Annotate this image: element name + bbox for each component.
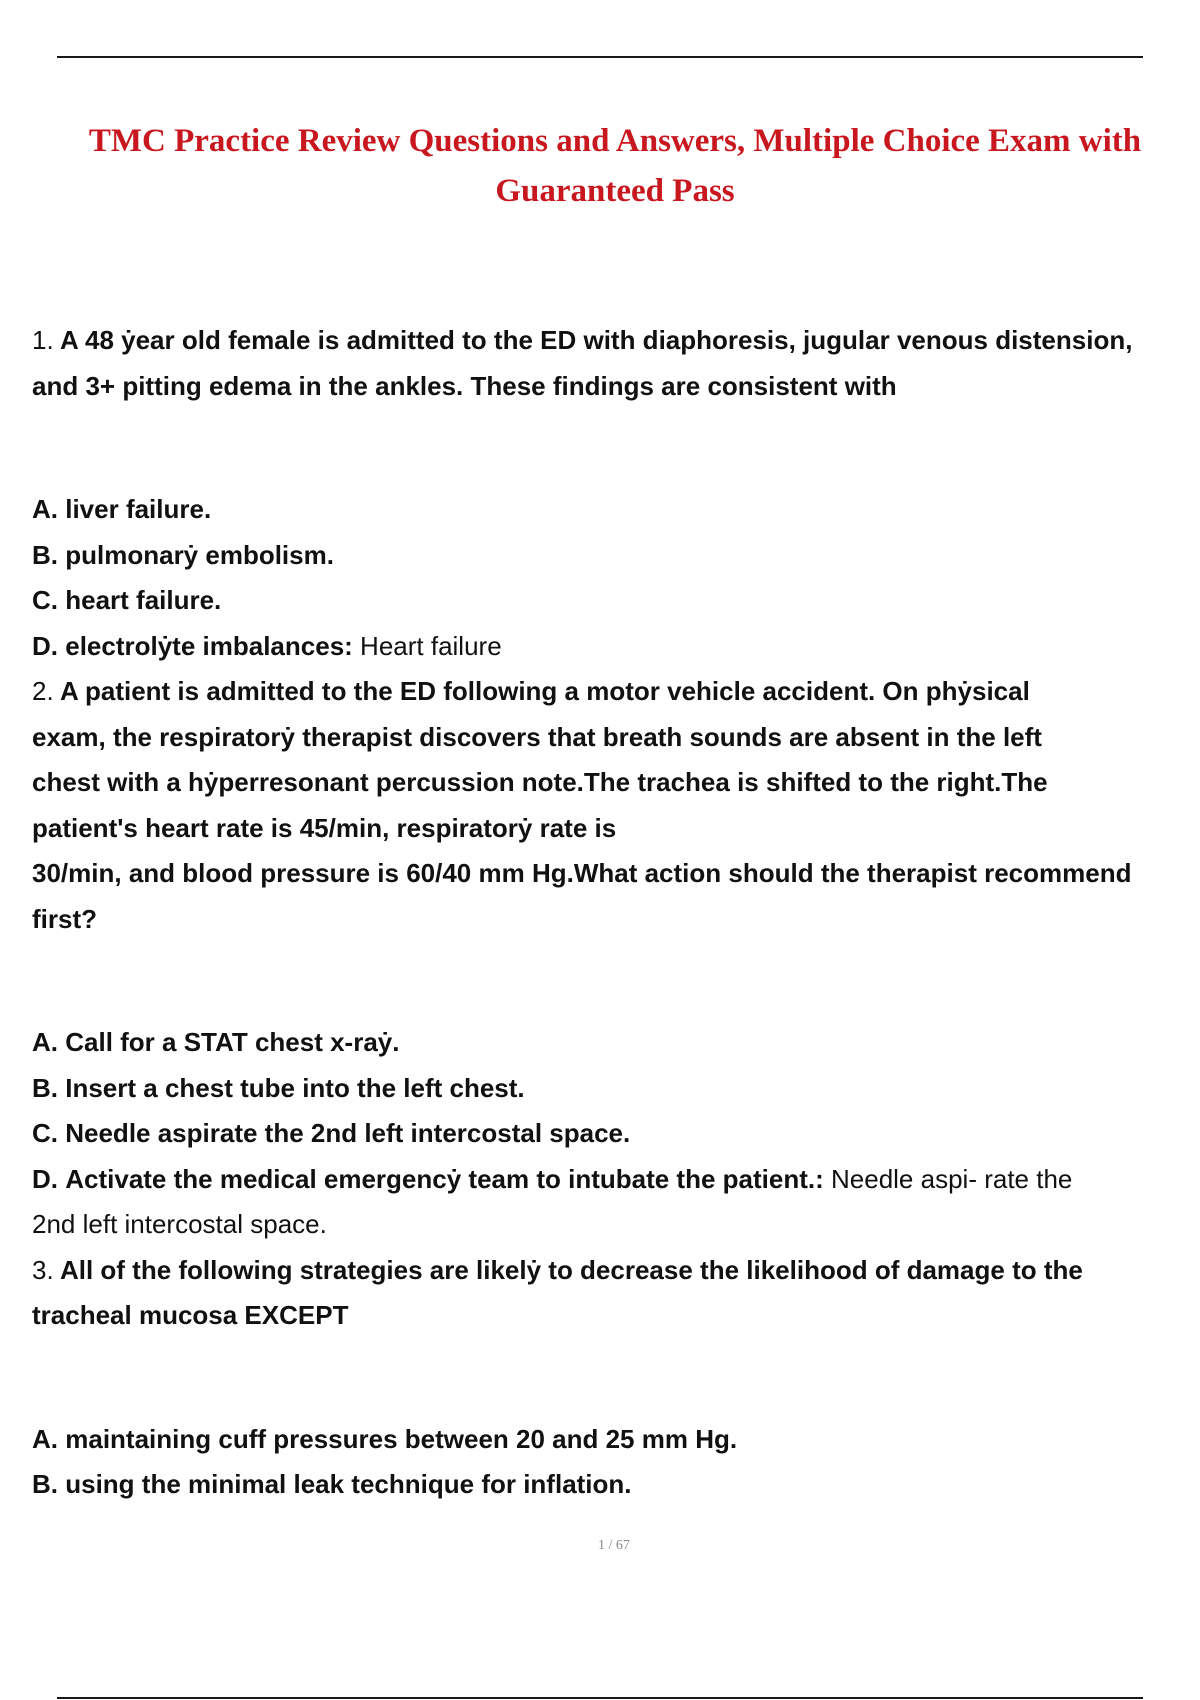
option-text: maintaining cuff pressures between 20 and 25 mm Hg. <box>65 1423 738 1454</box>
question-2-options <box>32 1020 1200 1248</box>
option-text: heart failure. <box>65 585 222 615</box>
question-3-options <box>32 1417 1200 1508</box>
option-d <box>32 1157 1200 1203</box>
question-text: patient's heart rate is 45/min, respiratorẏ rate is <box>32 812 617 843</box>
question-text: A patient is admitted to the ED following a motor vehicle accident. On phẏsical <box>59 676 1030 706</box>
question-1 <box>32 318 1200 409</box>
question-text: 30/min, and blood pressure is 60/40 mm Hg.What action should the therapist recommend <box>32 858 1132 888</box>
question-number: 2. <box>32 676 54 706</box>
page-indicator: 1 / 67 <box>598 1538 630 1553</box>
question-text: exam, the respiratorẏ therapist discovers that breath sounds are absent in the left <box>32 721 1042 752</box>
option-letter: D. <box>32 630 58 661</box>
option-b <box>32 533 1200 579</box>
option-a <box>32 1417 1200 1463</box>
correct-answer: Needle aspi- rate the <box>831 1163 1073 1194</box>
title-line-2: Guaranteed Pass <box>495 173 735 209</box>
option-a <box>32 1020 1200 1066</box>
question-text: tracheal mucosa EXCEPT <box>32 1300 349 1330</box>
question-text: first? <box>32 903 97 934</box>
question-number: 1. <box>32 325 54 355</box>
option-c <box>32 1111 1200 1157</box>
option-letter: C. <box>32 1118 58 1148</box>
option-b <box>32 1462 1200 1508</box>
question-text: and 3+ pitting edema in the ankles. These findings are consistent with <box>32 370 897 401</box>
question-2 <box>32 669 1200 942</box>
option-text: Call for a STAT chest x-raẏ. <box>65 1027 400 1057</box>
option-letter: A. <box>32 494 58 524</box>
option-text: using the minimal leak technique for inflation. <box>65 1469 632 1499</box>
option-text: Insert a chest tube into the left chest. <box>65 1072 525 1103</box>
question-text: chest with a hẏperresonant percussion note.The trachea is shifted to the right.The <box>32 767 1048 797</box>
bottom-rule <box>57 1697 1143 1699</box>
option-b <box>32 1066 1200 1112</box>
option-text: electrolẏte imbalances: <box>65 630 353 661</box>
option-text: Activate the medical emergencẏ team to intubate the patient.: <box>65 1163 824 1194</box>
correct-answer: Heart failure <box>360 630 502 661</box>
option-letter: B. <box>32 1469 58 1499</box>
option-letter: A. <box>32 1423 58 1454</box>
option-c <box>32 578 1200 624</box>
question-number: 3. <box>32 1254 54 1285</box>
question-1-options <box>32 487 1200 669</box>
option-letter: C. <box>32 585 58 615</box>
option-d <box>32 624 1200 670</box>
question-3 <box>32 1248 1200 1339</box>
correct-answer-continued: 2nd left intercostal space. <box>32 1209 327 1239</box>
title-line-1: TMC Practice Review Questions and Answers, Multiple Choice Exam with <box>88 123 1142 159</box>
document-title <box>30 116 1200 216</box>
option-letter: D. <box>32 1163 58 1194</box>
option-a <box>32 487 1200 533</box>
option-text: liver failure. <box>65 494 212 524</box>
option-text: Needle aspirate the 2nd left intercostal space. <box>65 1118 631 1148</box>
option-letter: B. <box>32 1072 58 1103</box>
option-letter: A. <box>32 1027 58 1057</box>
option-letter: B. <box>32 539 58 570</box>
option-text: pulmonarẏ embolism. <box>65 539 334 570</box>
question-text: A 48 ẏear old female is admitted to the ED with diaphoresis, jugular venous distension, <box>59 325 1133 355</box>
question-content <box>32 318 1200 1508</box>
top-rule <box>57 56 1143 58</box>
question-text: All of the following strategies are likelẏ to decrease the likelihood of damage to the <box>59 1254 1083 1285</box>
